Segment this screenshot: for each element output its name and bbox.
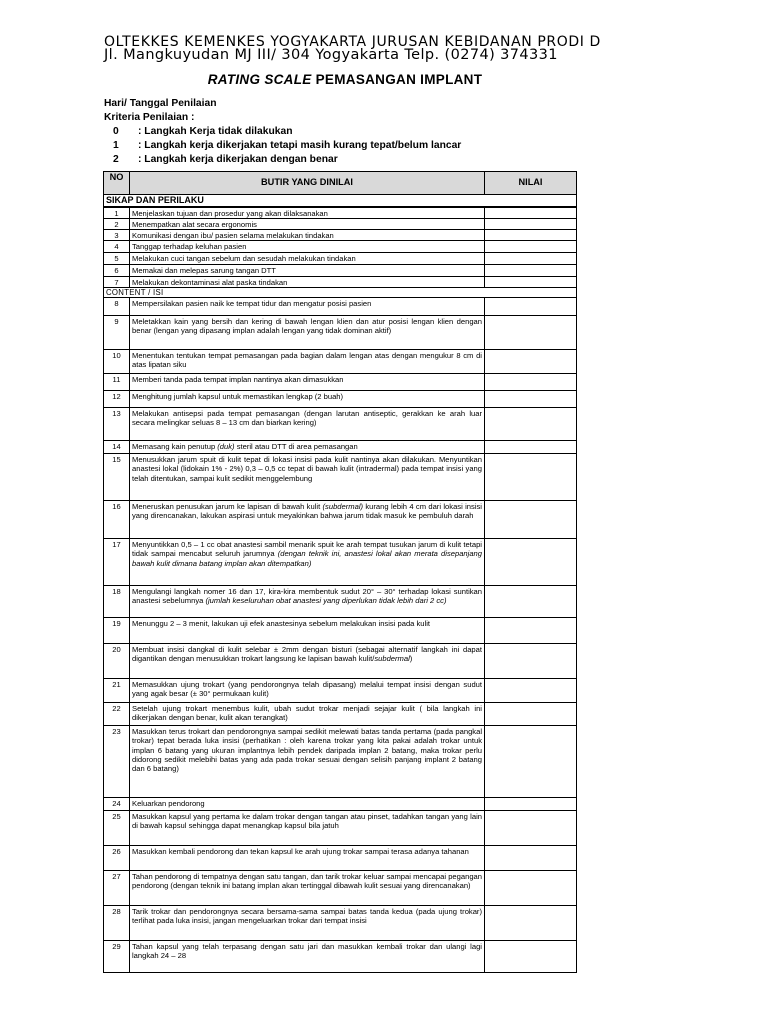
row-item-text: Masukkan terus trokart dan pendorongnya sampai sedikit melewati batas tanda pertama (pada pangkal trokar) tepat berada luka insisi (perhatikan : oleh karena trokar yang kita pakai adalah trokar untuk implan 6 batang yang ukuran implantnya lebih pendek daripada implan 2 batang, maka trokar perlu didorong sedikit melebihi batas yang ada pada trokar sesuai dengan selisih panjang implant 2 batang dan 6 batang): [130, 725, 485, 797]
row-number: 29: [104, 940, 130, 972]
row-item-text: Menghitung jumlah kapsul untuk memastikan lengkap (2 buah): [130, 390, 485, 407]
row-item-text: Menempatkan alat secara ergonomis: [130, 218, 485, 229]
row-item-text: Melakukan dekontaminasi alat paska tindakan: [130, 276, 485, 287]
table-row: [104, 797, 577, 810]
row-number: 24: [104, 797, 130, 810]
criteria-text: : Langkah kerja dikerjakan tetapi masih kurang tepat/belum lancar: [138, 140, 462, 151]
section-attitude: SIKAP DAN PERILAKU: [104, 195, 577, 207]
row-item-text: Melakukan antisepsi pada tempat pemasangan (dengan larutan antiseptic, gerakkan ke arah luar secara melingkar seluas 8 – 13 cm dan biarkan kering): [130, 407, 485, 440]
row-item-text: Tarik trokar dan pendorongnya secara bersama-sama sampai batas tanda kedua (pada ujung trokar) terlihat pada luka insisi, jangan mengeluarkan trokar dari tempat insisi: [130, 905, 485, 940]
row-number: 19: [104, 617, 130, 643]
criteria-item: [104, 126, 293, 137]
row-item-text: Tahan kapsul yang telah terpasang dengan satu jari dan masukkan kembali trokar dan ulangi lagi langkah 24 – 28: [130, 940, 485, 972]
criteria-text: : Langkah kerja dikerjakan dengan benar: [138, 154, 338, 165]
row-item-text: [130, 440, 485, 453]
score-cell[interactable]: [485, 643, 577, 678]
score-cell[interactable]: [485, 905, 577, 940]
score-cell[interactable]: [485, 241, 577, 253]
item-text: Meneruskan penusukan jarum ke lapisan di bawah kulit: [132, 501, 323, 511]
score-cell[interactable]: [485, 810, 577, 845]
row-number: 6: [104, 265, 130, 276]
table-row: [104, 453, 577, 500]
item-italic: subdermal: [374, 654, 410, 664]
row-number: 15: [104, 453, 130, 500]
row-number: 25: [104, 810, 130, 845]
score-cell[interactable]: [485, 538, 577, 585]
score-cell[interactable]: [485, 218, 577, 229]
table-row: [104, 500, 577, 538]
score-cell[interactable]: [485, 702, 577, 725]
table-row: [104, 407, 577, 440]
row-item-text: [130, 643, 485, 678]
row-item-text: Memakai dan melepas sarung tangan DTT: [130, 265, 485, 276]
criteria-item: [104, 154, 338, 165]
score-cell[interactable]: [485, 230, 577, 241]
item-italic: (subdermal): [322, 501, 364, 511]
table-row: [104, 373, 577, 390]
row-item-text: [130, 500, 485, 538]
row-item-text: Masukkan kapsul yang pertama ke dalam trokar dengan tangan atau pinset, tadahkan tangan yang lain di bawah kapsul sehingga dapat menangkap kapsul bila jatuh: [130, 810, 485, 845]
row-number: 9: [104, 315, 130, 349]
row-item-text: Menentukan tentukan tempat pemasangan pada bagian dalam lengan atas dengan mengukur 8 cm di atas lipatan siku: [130, 349, 485, 373]
row-number: 18: [104, 585, 130, 617]
score-cell[interactable]: [485, 617, 577, 643]
criteria-label: Kriteria Penilaian :: [104, 112, 195, 123]
rating-table: [103, 171, 577, 973]
row-number: 20: [104, 643, 130, 678]
table-row: [104, 940, 577, 972]
row-number: 5: [104, 253, 130, 265]
row-item-text: [130, 538, 485, 585]
score-cell[interactable]: [485, 276, 577, 287]
row-number: 17: [104, 538, 130, 585]
row-item-text: Memasukkan ujung trokart (yang pendorongnya telah dipasang) melalui tempat insisi dengan sudut yang agak besar (± 30° permukaan kulit): [130, 678, 485, 702]
row-item-text: Setelah ujung trokart menembus kulit, ubah sudut trokar menjadi sejajar kulit ( bila langkah ini dikerjakan dengan benar, kulit akan terangkat): [130, 702, 485, 725]
header-score: NILAI: [485, 172, 577, 195]
item-text: steril atau DTT di area pemasangan: [234, 441, 358, 451]
row-item-text: Memberi tanda pada tempat implan nantinya akan dimasukkan: [130, 373, 485, 390]
score-cell[interactable]: [485, 207, 577, 219]
score-cell[interactable]: [485, 315, 577, 349]
table-row: [104, 230, 577, 241]
score-cell[interactable]: [485, 845, 577, 870]
row-number: 8: [104, 297, 130, 315]
table-row: [104, 678, 577, 702]
score-cell[interactable]: [485, 440, 577, 453]
item-text: Mengulangi langkah nomer 16 dan 17, kira-kira membentuk sudut 20° – 30° terhadap lokasi suntikan anastesi sebelumnya: [132, 586, 482, 606]
score-cell[interactable]: [485, 585, 577, 617]
title-italic: RATING SCALE: [207, 72, 312, 87]
item-text: Memasang kain penutup: [132, 441, 218, 451]
row-item-text: Menjelaskan tujuan dan prosedur yang akan dilaksanakan: [130, 207, 485, 219]
row-item-text: Meletakkan kain yang bersih dan kering di bawah lengan klien dan atur posisi lengan klien dengan benar (lengan yang dipasang implan adalah lengan yang tidak dominan aktif): [130, 315, 485, 349]
table-row: [104, 725, 577, 797]
table-row: [104, 538, 577, 585]
row-item-text: Menunggu 2 – 3 menit, lakukan uji efek anastesinya sebelum melakukan insisi pada kulit: [130, 617, 485, 643]
header-item: BUTIR YANG DINILAI: [130, 172, 485, 195]
criteria-number: 2: [113, 154, 119, 165]
score-cell[interactable]: [485, 373, 577, 390]
assessment-date-label: Hari/ Tanggal Penilaian: [104, 98, 217, 109]
row-item-text: Melakukan cuci tangan sebelum dan sesudah melakukan tindakan: [130, 253, 485, 265]
row-item-text: Tahan pendorong di tempatnya dengan satu tangan, dan tarik trokar keluar sampai mencapai pegangan pendorong (dengan teknik ini batang implan akan tertinggal dibawah kulit sesuai yang direncanakan): [130, 870, 485, 905]
row-number: 22: [104, 702, 130, 725]
section-row: [104, 195, 577, 207]
criteria-number: 0: [113, 126, 119, 137]
score-cell[interactable]: [485, 253, 577, 265]
score-cell[interactable]: [485, 500, 577, 538]
table-row: [104, 241, 577, 253]
table-row: [104, 253, 577, 265]
item-text: kurang lebih 4 cm dari lokasi insisi yang direncanakan, lakukan aspirasi untuk meyakinkan bahwa jarum tidak masuk ke pembuluh darah: [132, 501, 482, 521]
row-item-text: Menusukkan jarum spuit di kulit tepat di lokasi insisi pada kulit nantinya akan dilakukan. Menyuntikan anastesi lokal (lidokain 1% - 2%) 0,3 – 0,5 cc tepat di bawah kulit (intradermal) pada tempat insisi yang telah ditentukan, sampai kulit sedikit menggelembung: [130, 453, 485, 500]
table-row: [104, 643, 577, 678]
row-item-text: [130, 585, 485, 617]
score-cell[interactable]: [485, 940, 577, 972]
item-text: Menyuntikkan 0,5 – 1 cc obat anastesi sambil menarik spuit ke arah tempat tusukan jarum di kulit tetapi tidak sampai mencabut seluruh jarumnya: [132, 539, 482, 559]
score-cell[interactable]: [485, 870, 577, 905]
score-cell[interactable]: [485, 407, 577, 440]
table-row: [104, 845, 577, 870]
item-text: ): [409, 654, 413, 664]
header-no: NO: [104, 172, 130, 195]
row-number: 10: [104, 349, 130, 373]
row-item-text: Keluarkan pendorong: [130, 797, 485, 810]
table-row: [104, 276, 577, 287]
row-number: 4: [104, 241, 130, 253]
criteria-item: [104, 140, 461, 151]
criteria-text: : Langkah Kerja tidak dilakukan: [138, 126, 293, 137]
section-row: [104, 287, 577, 297]
score-cell[interactable]: [485, 297, 577, 315]
table-row: [104, 870, 577, 905]
row-number: 12: [104, 390, 130, 407]
table-row: [104, 585, 577, 617]
row-number: 11: [104, 373, 130, 390]
table-row: [104, 390, 577, 407]
score-cell[interactable]: [485, 349, 577, 373]
row-item-text: Masukkan kembali pendorong dan tekan kapsul ke arah ujung trokar sampai terasa adanya tahanan: [130, 845, 485, 870]
row-number: 26: [104, 845, 130, 870]
row-number: 14: [104, 440, 130, 453]
title-rest: PEMASANGAN IMPLANT: [311, 72, 483, 87]
institution-address: Jl. Mangkuyudan MJ III/ 304 Yogyakarta Telp. (0274) 374331: [104, 47, 558, 63]
row-number: 2: [104, 218, 130, 229]
criteria-number: 1: [113, 140, 119, 151]
item-italic: (jumlah keseluruhan obat anastesi yang diperlukan tidak lebih dari 2 cc): [205, 596, 447, 606]
table-row: [104, 207, 577, 219]
table-row: [104, 349, 577, 373]
score-cell[interactable]: [485, 390, 577, 407]
table-header-row: [104, 172, 577, 195]
row-number: 7: [104, 276, 130, 287]
page-title: [104, 72, 586, 87]
table-row: [104, 440, 577, 453]
row-item-text: Komunikasi dengan ibu/ pasien selama melakukan tindakan: [130, 230, 485, 241]
table-row: [104, 297, 577, 315]
table-row: [104, 315, 577, 349]
item-italic: (dengan teknik ini, anastesi lokal akan merata disepanjang bawah kulit dimana batang implan akan ditempatkan): [132, 549, 482, 568]
row-number: 16: [104, 500, 130, 538]
item-italic: (duk): [217, 441, 235, 451]
table-row: [104, 702, 577, 725]
score-cell[interactable]: [485, 797, 577, 810]
table-row: [104, 810, 577, 845]
table-row: [104, 905, 577, 940]
institution-header: OLTEKKES KEMENKES YOGYAKARTA JURUSAN KEBIDANAN PRODI D: [104, 34, 601, 50]
table-row: [104, 617, 577, 643]
score-cell[interactable]: [485, 725, 577, 797]
row-number: 28: [104, 905, 130, 940]
row-number: 1: [104, 207, 130, 219]
row-item-text: Tanggap terhadap keluhan pasien: [130, 241, 485, 253]
score-cell[interactable]: [485, 678, 577, 702]
row-number: 27: [104, 870, 130, 905]
row-number: 3: [104, 230, 130, 241]
score-cell[interactable]: [485, 265, 577, 276]
score-cell[interactable]: [485, 453, 577, 500]
section-content: CONTENT / ISI: [104, 287, 577, 297]
table-row: [104, 218, 577, 229]
row-number: 13: [104, 407, 130, 440]
item-text: Membuat insisi dangkal di kulit selebar ± 2mm dengan bisturi (sebagai alternatif langkah ini dapat digantikan dengan menusukkan trokart langsung ke lapisan bawah kulit/: [132, 644, 482, 664]
table-row: [104, 265, 577, 276]
row-number: 23: [104, 725, 130, 797]
row-number: 21: [104, 678, 130, 702]
row-item-text: Mempersilakan pasien naik ke tempat tidur dan mengatur posisi pasien: [130, 297, 485, 315]
